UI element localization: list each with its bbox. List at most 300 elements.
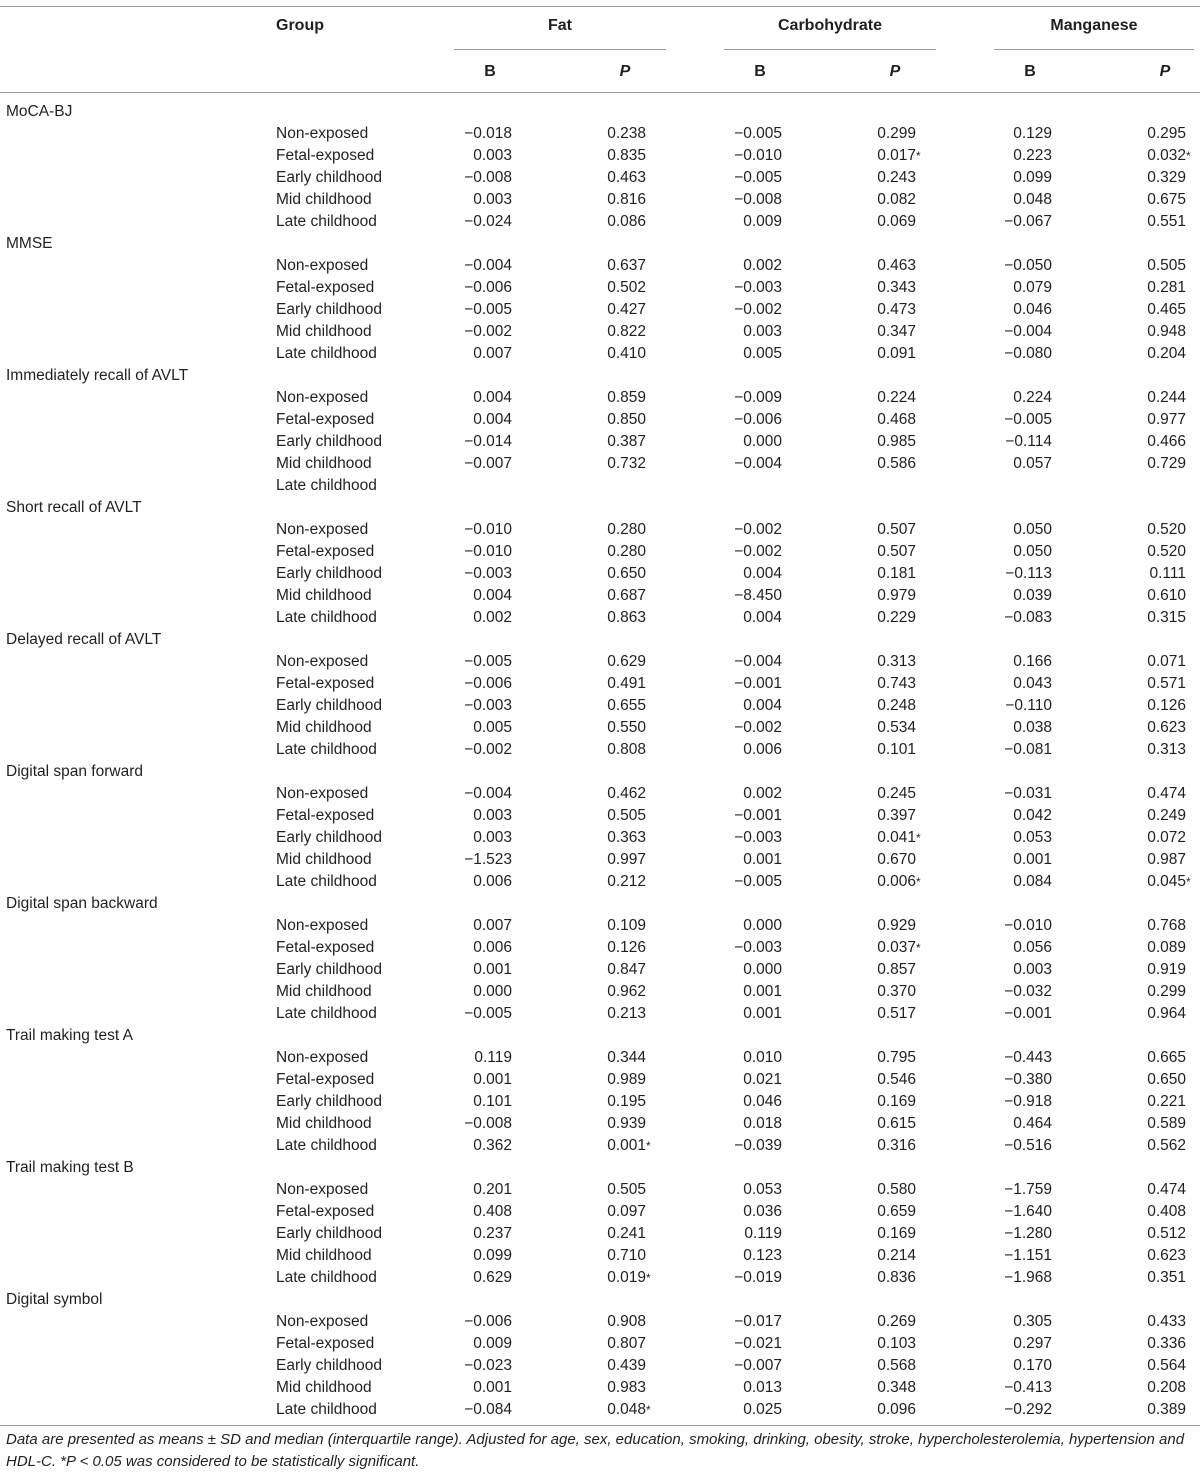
group-cell: Early childhood <box>276 565 382 582</box>
carbohydrate-p-cell: 0.370 <box>877 983 916 1000</box>
group-cell: Fetal-exposed <box>276 939 375 956</box>
manganese-b-cell: −0.413 <box>1004 1379 1052 1396</box>
carbohydrate-b-cell: −0.010 <box>734 147 782 164</box>
fat-p-cell: 0.491 <box>607 675 646 692</box>
group-cell: Early childhood <box>276 961 382 978</box>
manganese-p-cell: 0.623 <box>1147 1247 1186 1264</box>
fat-p-cell: 0.816 <box>607 191 646 208</box>
manganese-p-cell: 0.562 <box>1147 1137 1186 1154</box>
significance-marker: * <box>916 941 921 955</box>
table-row <box>0 695 1200 717</box>
carbohydrate-b-cell: 0.123 <box>743 1247 782 1264</box>
carbohydrate-b-cell: −0.003 <box>734 939 782 956</box>
manganese-b-cell: −0.050 <box>1004 257 1052 274</box>
manganese-p-cell: 0.465 <box>1147 301 1186 318</box>
fat-b-cell: 0.004 <box>473 389 512 406</box>
fat-b-cell: 0.201 <box>473 1181 512 1198</box>
manganese-b-cell: −0.380 <box>1004 1071 1052 1088</box>
table-row <box>0 1201 1200 1223</box>
group-cell: Mid childhood <box>276 587 372 604</box>
table-row <box>0 585 1200 607</box>
fat-b-cell: 0.007 <box>473 345 512 362</box>
carbohydrate-b-cell: −0.005 <box>734 873 782 890</box>
fat-b-cell: −0.005 <box>464 653 512 670</box>
manganese-b-cell: −0.001 <box>1004 1005 1052 1022</box>
fat-underline <box>454 49 666 50</box>
fat-p-cell: 0.989 <box>607 1071 646 1088</box>
table-bottom-rule <box>0 1425 1200 1426</box>
group-cell: Non-exposed <box>276 917 369 934</box>
manganese-p-cell: 0.244 <box>1147 389 1186 406</box>
carbohydrate-b-cell: 0.018 <box>743 1115 782 1132</box>
significance-marker: * <box>916 149 921 163</box>
manganese-b-cell: 0.039 <box>1013 587 1052 604</box>
carbohydrate-p-cell: 0.659 <box>877 1203 916 1220</box>
manganese-b-cell: −0.010 <box>1004 917 1052 934</box>
table-row <box>0 1069 1200 1091</box>
manganese-b-cell: 0.099 <box>1013 169 1052 186</box>
fat-p-cell: 0.387 <box>607 433 646 450</box>
carbohydrate-b-cell: 0.010 <box>743 1049 782 1066</box>
group-cell: Non-exposed <box>276 125 369 142</box>
carbohydrate-p-cell: 0.091 <box>877 345 916 362</box>
manganese-p-cell: 0.610 <box>1147 587 1186 604</box>
section-title: Trail making test A <box>6 1027 133 1044</box>
table-row <box>0 343 1200 365</box>
carbohydrate-p-cell: 0.103 <box>877 1335 916 1352</box>
group-cell: Late childhood <box>276 609 377 626</box>
manganese-p-cell: 0.313 <box>1147 741 1186 758</box>
carbohydrate-b-cell: 0.119 <box>744 1225 782 1242</box>
fat-b-cell: 0.003 <box>473 191 512 208</box>
manganese-b-cell: 0.038 <box>1013 719 1052 736</box>
section-title: Short recall of AVLT <box>6 499 142 516</box>
table-row <box>0 167 1200 189</box>
table-row <box>0 783 1200 805</box>
group-cell: Mid childhood <box>276 983 372 1000</box>
header-bottom-rule <box>0 92 1200 93</box>
carbohydrate-b-cell: 0.004 <box>743 609 782 626</box>
manganese-p-cell: 0.623 <box>1147 719 1186 736</box>
manganese-p-cell: 0.964 <box>1147 1005 1186 1022</box>
table-row <box>0 1113 1200 1135</box>
carbohydrate-b-cell: −0.008 <box>734 191 782 208</box>
table-row <box>0 673 1200 695</box>
carbohydrate-p-cell: 0.041 * <box>816 827 916 849</box>
carbohydrate-b-cell: −0.005 <box>734 125 782 142</box>
manganese-p-cell: 0.512 <box>1147 1225 1186 1242</box>
manganese-b-cell: −0.110 <box>1005 697 1052 714</box>
carbohydrate-p-cell: 0.037 * <box>816 937 916 959</box>
carbohydrate-b-cell: −0.001 <box>734 675 782 692</box>
fat-b-cell: −0.010 <box>464 543 512 560</box>
table-row <box>0 717 1200 739</box>
group-cell: Non-exposed <box>276 389 369 406</box>
carbohydrate-p-cell: 0.248 <box>877 697 916 714</box>
section-title: MoCA-BJ <box>6 103 73 120</box>
carbohydrate-p-cell: 0.017 * <box>816 145 916 167</box>
manganese-b-cell: 0.042 <box>1013 807 1052 824</box>
carbohydrate-b-cell: 0.021 <box>743 1071 782 1088</box>
manganese-p-cell: 0.589 <box>1147 1115 1186 1132</box>
manganese-b-cell: −0.443 <box>1004 1049 1052 1066</box>
carbohydrate-p-cell: 0.006 * <box>816 871 916 893</box>
table-row <box>0 1399 1200 1421</box>
carbohydrate-p-cell: 0.243 <box>877 169 916 186</box>
significance-marker: * <box>646 1271 651 1285</box>
carbohydrate-b-cell: 0.001 <box>743 983 782 1000</box>
group-cell: Late childhood <box>276 741 377 758</box>
group-cell: Late childhood <box>276 1137 377 1154</box>
manganese-p-cell: 0.474 <box>1147 785 1186 802</box>
carbohydrate-p-cell: 0.101 <box>877 741 916 758</box>
manganese-p-cell: 0.329 <box>1147 169 1186 186</box>
manganese-b-cell: 0.170 <box>1013 1357 1052 1374</box>
manganese-p-cell: 0.571 <box>1147 675 1186 692</box>
manganese-p-cell: 0.433 <box>1147 1313 1186 1330</box>
group-cell: Fetal-exposed <box>276 807 375 824</box>
fat-b-cell: 0.408 <box>473 1203 512 1220</box>
manganese-p-cell: 0.977 <box>1147 411 1186 428</box>
table-row <box>0 1047 1200 1069</box>
table-footnote: Data are presented as means ± SD and median (interquartile range). Adjusted for age, sex, education, smoking, drinking, obesity, stroke, hypercholesterolemia, hypertension and HDL-C. *P < 0.05 was considered to be statistically significant. <box>6 1431 1185 1470</box>
carbohydrate-p-cell: 0.468 <box>877 411 916 428</box>
fat-p-cell: 0.086 <box>607 213 646 230</box>
fat-p-cell: 0.550 <box>607 719 646 736</box>
manganese-p-cell: 0.072 <box>1147 829 1186 846</box>
fat-b-cell: −0.006 <box>464 279 512 296</box>
group-cell: Fetal-exposed <box>276 1203 375 1220</box>
group-cell: Mid childhood <box>276 323 372 340</box>
carbohydrate-p-cell: 0.214 <box>877 1247 916 1264</box>
manganese-p-cell: 0.299 <box>1147 983 1186 1000</box>
carbohydrate-b-cell: −0.007 <box>734 1357 782 1374</box>
fat-p-cell: 0.241 <box>607 1225 646 1242</box>
table-row <box>0 563 1200 585</box>
manganese-p-cell: 0.111 <box>1149 565 1186 582</box>
fat-p-cell: 0.732 <box>607 455 646 472</box>
table-row <box>0 1223 1200 1245</box>
group-cell: Non-exposed <box>276 785 369 802</box>
fat-p-cell: 0.710 <box>607 1247 646 1264</box>
carbohydrate-p-cell: 0.313 <box>877 653 916 670</box>
fat-b-cell: 0.099 <box>473 1247 512 1264</box>
manganese-p-cell: 0.315 <box>1147 609 1186 626</box>
fat-p-cell: 0.109 <box>607 917 646 934</box>
carbohydrate-p-cell: 0.347 <box>877 323 916 340</box>
manganese-p-cell: 0.204 <box>1147 345 1186 362</box>
carbohydrate-b-cell: −0.003 <box>734 829 782 846</box>
table-row <box>0 871 1200 893</box>
group-cell: Late childhood <box>276 1269 377 1286</box>
manganese-b-cell: 0.003 <box>1013 961 1052 978</box>
fat-p-cell: 0.344 <box>607 1049 646 1066</box>
table-row <box>0 1377 1200 1399</box>
group-cell: Non-exposed <box>276 257 369 274</box>
carbohydrate-p-cell: 0.269 <box>877 1313 916 1330</box>
manganese-b-cell: −0.004 <box>1004 323 1052 340</box>
carbohydrate-underline <box>724 49 936 50</box>
table-row <box>0 1355 1200 1377</box>
carbohydrate-p-cell: 0.546 <box>877 1071 916 1088</box>
fat-b-cell: 0.003 <box>473 147 512 164</box>
table-row <box>0 805 1200 827</box>
carbohydrate-p-cell: 0.857 <box>877 961 916 978</box>
group-cell: Non-exposed <box>276 521 369 538</box>
table-row <box>0 1003 1200 1025</box>
carbohydrate-p-cell: 0.245 <box>877 785 916 802</box>
group-cell: Non-exposed <box>276 1181 369 1198</box>
group-cell: Non-exposed <box>276 653 369 670</box>
carbohydrate-b-cell: 0.013 <box>743 1379 782 1396</box>
carbohydrate-b-cell: 0.046 <box>743 1093 782 1110</box>
table-row <box>0 519 1200 541</box>
manganese-b-cell: 0.050 <box>1013 521 1052 538</box>
fat-p-cell: 0.650 <box>607 565 646 582</box>
section-title: Digital span forward <box>6 763 143 780</box>
section-title: Immediately recall of AVLT <box>6 367 189 384</box>
manganese-p-cell: 0.987 <box>1147 851 1186 868</box>
carbohydrate-p-cell: 0.580 <box>877 1181 916 1198</box>
manganese-b-cell: 0.305 <box>1013 1313 1052 1330</box>
carbohydrate-p-cell: 0.169 <box>877 1093 916 1110</box>
significance-marker: * <box>646 1403 651 1417</box>
table-row <box>0 651 1200 673</box>
fat-p-cell: 0.195 <box>607 1093 646 1110</box>
group-cell: Early childhood <box>276 1093 382 1110</box>
manganese-b-cell: −1.280 <box>1004 1225 1052 1242</box>
group-cell: Early childhood <box>276 697 382 714</box>
fat-p-cell: 0.822 <box>607 323 646 340</box>
fat-b-cell: 0.001 <box>473 1071 512 1088</box>
group-cell: Fetal-exposed <box>276 279 375 296</box>
fat-b-cell: 0.009 <box>473 1335 512 1352</box>
group-cell: Early childhood <box>276 433 382 450</box>
manganese-b-cell: 0.057 <box>1013 455 1052 472</box>
section-title: MMSE <box>6 235 53 252</box>
manganese-p-cell: 0.249 <box>1147 807 1186 824</box>
table-row <box>0 431 1200 453</box>
table-row <box>0 145 1200 167</box>
carbohydrate-b-cell: −0.005 <box>734 169 782 186</box>
manganese-b-cell: 0.464 <box>1013 1115 1052 1132</box>
manganese-b-cell: 0.129 <box>1013 125 1052 142</box>
fat-b-cell: −0.007 <box>464 455 512 472</box>
carbohydrate-b-cell: −0.003 <box>734 279 782 296</box>
manganese-p-cell: 0.564 <box>1147 1357 1186 1374</box>
fat-p-cell: 0.048 * <box>546 1399 646 1421</box>
group-cell: Late childhood <box>276 213 377 230</box>
manganese-b-cell: 0.048 <box>1013 191 1052 208</box>
carbohydrate-b-cell: 0.004 <box>743 565 782 582</box>
fat-b-cell: −0.010 <box>464 521 512 538</box>
fat-p-cell: 0.505 <box>607 807 646 824</box>
manganese-b-cell: −0.113 <box>1005 565 1052 582</box>
group-cell: Mid childhood <box>276 851 372 868</box>
carbohydrate-p-cell: 0.082 <box>877 191 916 208</box>
manganese-p-cell: 0.351 <box>1147 1269 1186 1286</box>
manganese-b-cell: 0.166 <box>1013 653 1052 670</box>
group-cell: Fetal-exposed <box>276 147 375 164</box>
significance-marker: * <box>916 875 921 889</box>
manganese-p-cell: 0.221 <box>1147 1093 1186 1110</box>
fat-b-cell: −0.002 <box>464 741 512 758</box>
table-row <box>0 981 1200 1003</box>
manganese-b-cell: −0.083 <box>1004 609 1052 626</box>
header-fat-p: P <box>619 63 631 80</box>
fat-p-cell: 0.859 <box>607 389 646 406</box>
manganese-b-cell: −0.114 <box>1005 433 1052 450</box>
fat-p-cell: 0.019 * <box>546 1267 646 1289</box>
manganese-b-cell: −1.759 <box>1004 1181 1052 1198</box>
header-manganese: Manganese <box>1050 17 1138 34</box>
carbohydrate-b-cell: −0.001 <box>734 807 782 824</box>
carbohydrate-p-cell: 0.473 <box>877 301 916 318</box>
group-cell: Early childhood <box>276 1225 382 1242</box>
header-carbohydrate: Carbohydrate <box>777 17 883 34</box>
fat-b-cell: −0.005 <box>464 1005 512 1022</box>
carbohydrate-b-cell: 0.009 <box>743 213 782 230</box>
manganese-b-cell: −0.005 <box>1004 411 1052 428</box>
table-row <box>0 189 1200 211</box>
carbohydrate-p-cell: 0.096 <box>877 1401 916 1418</box>
carbohydrate-p-cell: 0.181 <box>877 565 916 582</box>
fat-b-cell: 0.004 <box>473 411 512 428</box>
manganese-p-cell: 0.208 <box>1147 1379 1186 1396</box>
manganese-p-cell: 0.768 <box>1147 917 1186 934</box>
fat-b-cell: −0.005 <box>464 301 512 318</box>
table-row <box>0 937 1200 959</box>
group-cell: Mid childhood <box>276 1379 372 1396</box>
section-title: Trail making test B <box>6 1159 134 1176</box>
manganese-p-cell: 0.071 <box>1147 653 1186 670</box>
manganese-b-cell: −0.080 <box>1004 345 1052 362</box>
table-row <box>0 1333 1200 1355</box>
fat-b-cell: 0.002 <box>473 609 512 626</box>
fat-p-cell: 0.687 <box>607 587 646 604</box>
manganese-b-cell: 0.050 <box>1013 543 1052 560</box>
fat-p-cell: 0.997 <box>607 851 646 868</box>
fat-b-cell: −0.002 <box>464 323 512 340</box>
fat-b-cell: 0.000 <box>473 983 512 1000</box>
manganese-p-cell: 0.336 <box>1147 1335 1186 1352</box>
manganese-p-cell: 0.520 <box>1147 521 1186 538</box>
fat-p-cell: 0.962 <box>607 983 646 1000</box>
carbohydrate-b-cell: 0.025 <box>743 1401 782 1418</box>
carbohydrate-b-cell: 0.002 <box>743 257 782 274</box>
significance-marker: * <box>646 1139 651 1153</box>
fat-p-cell: 0.505 <box>607 1181 646 1198</box>
manganese-b-cell: −0.032 <box>1004 983 1052 1000</box>
fat-p-cell: 0.835 <box>607 147 646 164</box>
manganese-b-cell: 0.224 <box>1013 389 1052 406</box>
group-cell: Late childhood <box>276 477 377 494</box>
carbohydrate-b-cell: 0.005 <box>743 345 782 362</box>
carbohydrate-p-cell: 0.316 <box>877 1137 916 1154</box>
carbohydrate-b-cell: −0.019 <box>734 1269 782 1286</box>
fat-p-cell: 0.126 <box>607 939 646 956</box>
carbohydrate-p-cell: 0.507 <box>877 521 916 538</box>
manganese-b-cell: −0.067 <box>1004 213 1052 230</box>
table-row <box>0 409 1200 431</box>
carbohydrate-b-cell: 0.001 <box>743 851 782 868</box>
table-row <box>0 475 1200 497</box>
fat-p-cell: 0.463 <box>607 169 646 186</box>
fat-p-cell: 0.847 <box>607 961 646 978</box>
significance-marker: * <box>916 831 921 845</box>
carbohydrate-b-cell: 0.036 <box>743 1203 782 1220</box>
carbohydrate-p-cell: 0.224 <box>877 389 916 406</box>
fat-b-cell: 0.237 <box>473 1225 512 1242</box>
carbohydrate-b-cell: 0.002 <box>743 785 782 802</box>
carbohydrate-b-cell: −0.002 <box>734 719 782 736</box>
fat-p-cell: 0.001 * <box>546 1135 646 1157</box>
header-carbohydrate-b: B <box>754 63 766 80</box>
table-row <box>0 541 1200 563</box>
carbohydrate-b-cell: −0.009 <box>734 389 782 406</box>
table-row <box>0 1245 1200 1267</box>
manganese-b-cell: −1.968 <box>1004 1269 1052 1286</box>
fat-p-cell: 0.280 <box>607 543 646 560</box>
table-row <box>0 321 1200 343</box>
fat-p-cell: 0.502 <box>607 279 646 296</box>
group-cell: Late childhood <box>276 1401 377 1418</box>
carbohydrate-b-cell: −0.006 <box>734 411 782 428</box>
section-title: Digital span backward <box>6 895 158 912</box>
carbohydrate-p-cell: 0.517 <box>877 1005 916 1022</box>
carbohydrate-p-cell: 0.929 <box>877 917 916 934</box>
fat-b-cell: −0.014 <box>464 433 512 450</box>
fat-p-cell: 0.097 <box>607 1203 646 1220</box>
fat-b-cell: −0.004 <box>464 257 512 274</box>
group-cell: Early childhood <box>276 829 382 846</box>
carbohydrate-p-cell: 0.507 <box>877 543 916 560</box>
manganese-p-cell: 0.675 <box>1147 191 1186 208</box>
carbohydrate-p-cell: 0.343 <box>877 279 916 296</box>
manganese-b-cell: −0.031 <box>1004 785 1052 802</box>
fat-p-cell: 0.462 <box>607 785 646 802</box>
fat-p-cell: 0.863 <box>607 609 646 626</box>
manganese-b-cell: −0.516 <box>1004 1137 1052 1154</box>
manganese-p-cell: 0.520 <box>1147 543 1186 560</box>
table-row <box>0 211 1200 233</box>
manganese-p-cell: 0.650 <box>1147 1071 1186 1088</box>
table-row <box>0 123 1200 145</box>
section-title: Digital symbol <box>6 1291 103 1308</box>
carbohydrate-p-cell: 0.229 <box>877 609 916 626</box>
manganese-b-cell: 0.056 <box>1013 939 1052 956</box>
carbohydrate-p-cell: 0.979 <box>877 587 916 604</box>
fat-p-cell: 0.850 <box>607 411 646 428</box>
fat-b-cell: 0.362 <box>473 1137 512 1154</box>
fat-b-cell: −0.023 <box>464 1357 512 1374</box>
manganese-p-cell: 0.729 <box>1147 455 1186 472</box>
carbohydrate-b-cell: −0.002 <box>734 543 782 560</box>
table-row <box>0 607 1200 629</box>
header-carbohydrate-p: P <box>889 63 901 80</box>
group-cell: Mid childhood <box>276 1115 372 1132</box>
manganese-p-cell: 0.126 <box>1147 697 1186 714</box>
manganese-p-cell: 0.032 * <box>1086 145 1186 167</box>
table-row <box>0 1179 1200 1201</box>
table-row <box>0 1135 1200 1157</box>
table-body <box>0 101 1200 1421</box>
table-row <box>0 959 1200 981</box>
fat-b-cell: 0.003 <box>473 829 512 846</box>
manganese-p-cell: 0.466 <box>1147 433 1186 450</box>
carbohydrate-p-cell: 0.615 <box>877 1115 916 1132</box>
carbohydrate-b-cell: 0.000 <box>743 917 782 934</box>
